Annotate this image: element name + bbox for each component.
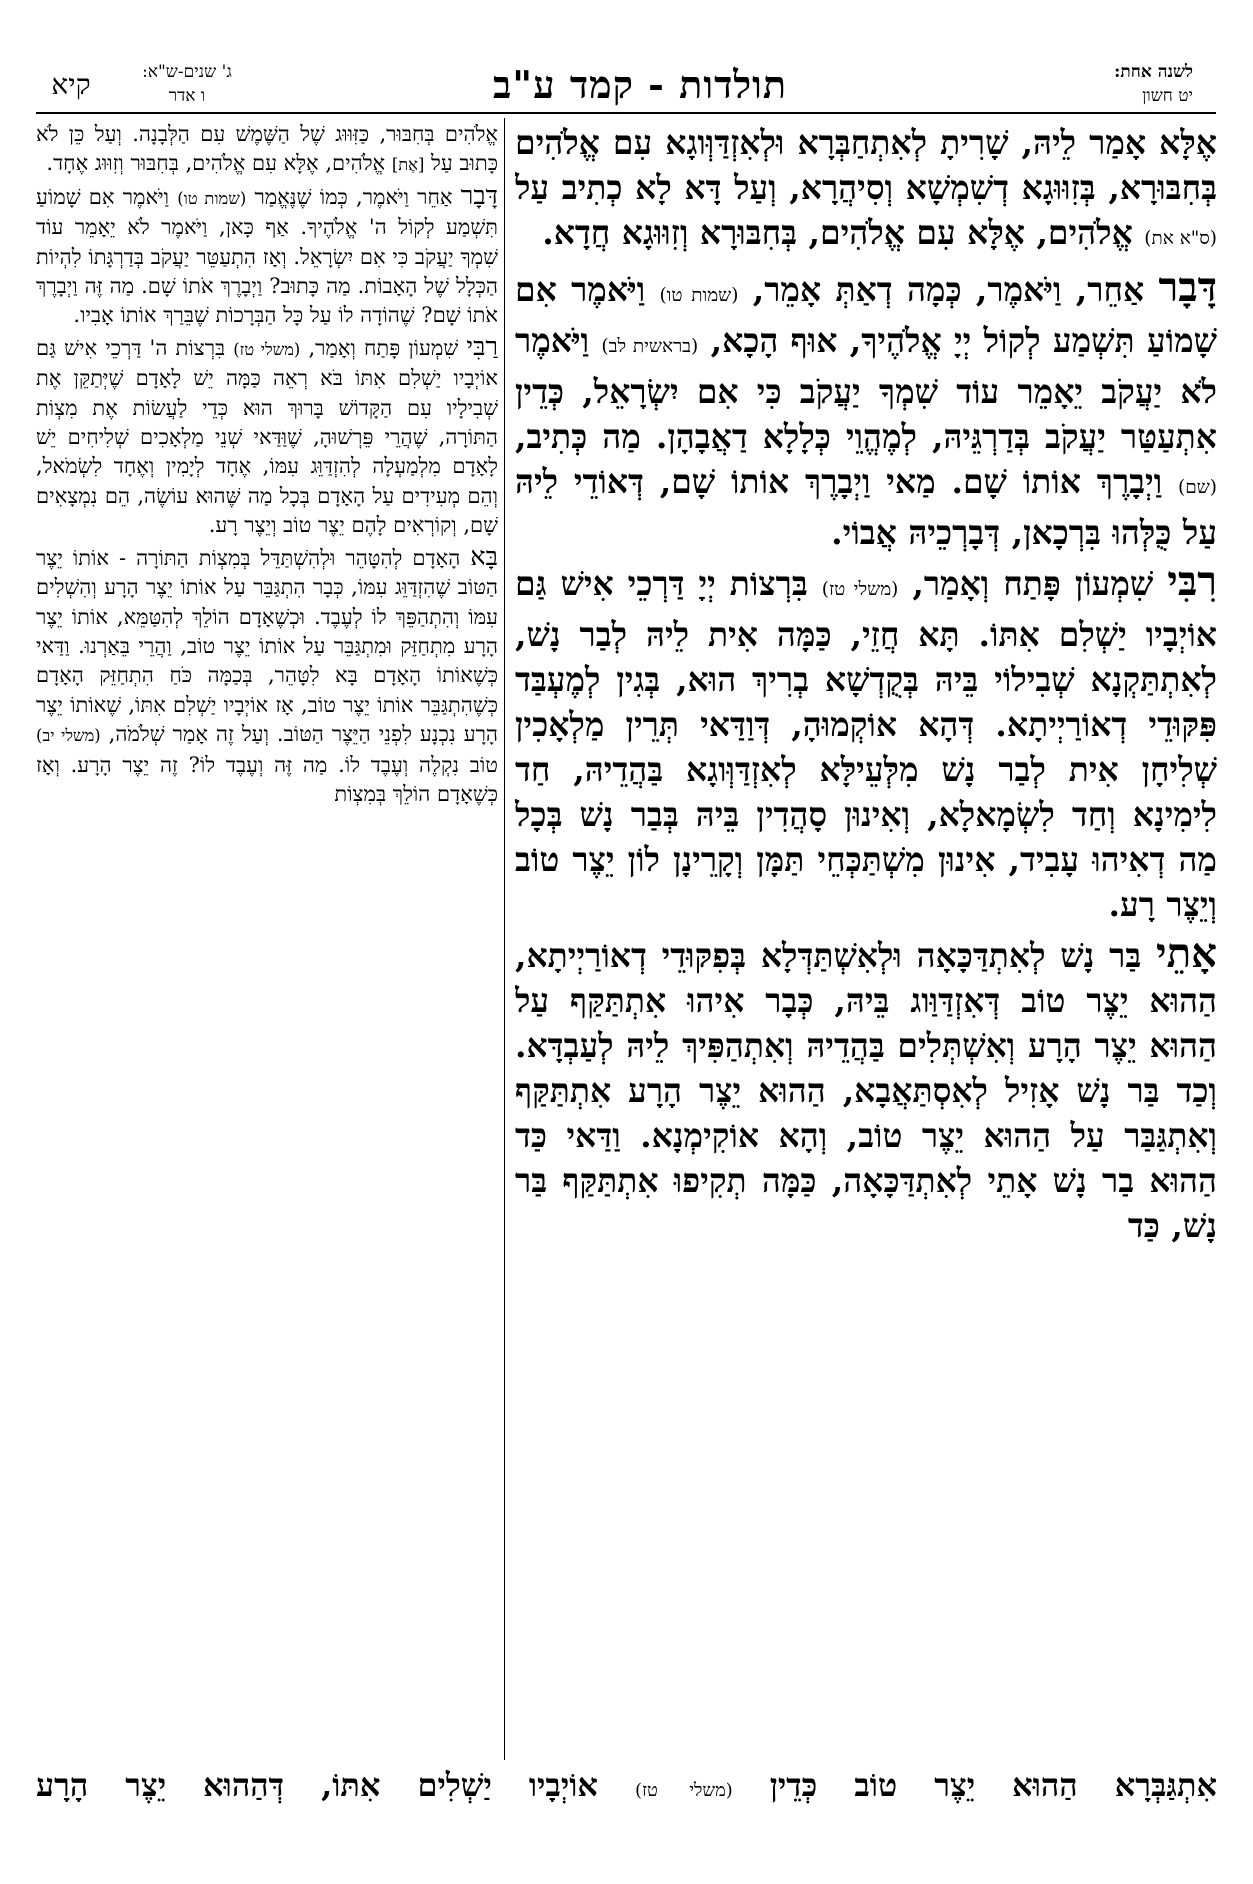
- opening-word: רִבִּי: [1167, 558, 1217, 605]
- text-run: אֱלֹהִים, אֶלָּא עִם אֱלֹהִים, בְּחִבּוּר וְזִוּוּג אֶחָד.: [46, 151, 392, 176]
- text-run: וַיְבָרֶךְ אוֹתוֹ שָׁם. מַאי וַיְבָרֶךְ אוֹתוֹ שָׁם, דְּאוֹדֵי לֵיהּ עַל כֻּלְּהוּ בִּרְכָאן, דְּבָרְכֵיהּ אֲבוֹי.: [515, 462, 1217, 552]
- schedule-three-years-date: ו אדר: [168, 86, 206, 106]
- text-run: אֶלָּא אָמַר לֵיהּ, שָׁרִיתָ לְאִתְחַבְּרָא וּלְאִזְדַּוְּוגָא עִם אֱלֹהִים בְּחִבּוּרָא, בְּזִוּוּגָא דְשִׁמְשָׁא וְסִיהֲרָא, וְעַל דָּא לָא כְתִיב עַל: [515, 123, 1217, 207]
- source-citation: (שמות טו): [659, 285, 739, 306]
- opening-word: בָּא: [470, 541, 498, 572]
- study-schedule-three-years: [112, 60, 262, 110]
- zohar-paragraph: [515, 559, 1217, 927]
- text-run: אוֹיְבָיו יַשְׁלִים אִתּוֹ, דְּהַהוּא יֵצֶר הָרָע: [36, 1766, 635, 1804]
- source-citation: (בראשית לב): [601, 336, 699, 357]
- source-citation: (ס"א את): [1144, 228, 1217, 249]
- source-citation: [אֶת]: [391, 155, 425, 175]
- source-citation: (משלי יב): [36, 726, 101, 746]
- text-run: אַחֵר, וַיֹּאמֶר, כְּמָה דְאַתְּ אָמֵר,: [738, 270, 1159, 309]
- column-divider: [504, 118, 505, 1760]
- text-run: אֱלֹהִים בְּחִבּוּר, כַּזִּוּוּג שֶׁל הַשֶּׁמֶשׁ עִם הַלְּבָנָה. וְעַל כֵּן לֹא כָּתוּב עַל: [36, 122, 498, 176]
- opening-word: דָּבָר: [460, 180, 498, 211]
- source-citation: (שם): [1177, 477, 1217, 498]
- schedule-three-years-label: ג' שנים-ש"א:: [142, 62, 232, 82]
- zohar-paragraph: [515, 931, 1217, 1248]
- page-title: תולדות - קמד ע"ב: [492, 62, 788, 107]
- text-run: הָאָדָם לְהִטָּהֵר וּלְהִשְׁתַּדֵּל בְּמִצְוֹת הַתּוֹרָה - אוֹתוֹ יֵצֶר הַטּוֹב שֶׁהִזְדַּוֵּג עִמּוֹ, כְּבָר הִתְגַּבֵּר עַל אוֹתוֹ יֵצֶר הָרָע וְהִשְׁלִים עִמּוֹ וְהִתְהַפֵּךְ לוֹ לְעֶבֶד. וּכְשֶׁאָדָם הוֹלֵךְ לְהִטַּמֵּא, אוֹתוֹ יֵצֶר הָרָע מִתְחַזֵּק וּמִתְגַּבֵּר עַל אוֹתוֹ יֵצֶר טוֹב, וַהֲרֵי בֵּאַרְנוּ. וַדַּאי כְּשֶׁאוֹתוֹ הָאָדָם בָּא לִטָּהֵר, בְּכַמָּה כֹּחַ הִתְחַזֵּק הָאָדָם כְּשֶׁהִתְגַּבֵּר אוֹתוֹ יֵצֶר טוֹב, אָז אוֹיְבָיו יַשְׁלִם אִתּוֹ, שֶׁאוֹתוֹ יֵצֶר הָרָע נִכְנָע לִפְנֵי הַיֵּצֶר הַטּוֹב. וְעַל זֶה אָמַר שְׁלֹמֹה,: [36, 545, 498, 747]
- schedule-one-year-label: לשנה אחת:: [1114, 62, 1193, 82]
- text-run: שִׁמְעוֹן פָּתַח וְאָמַר,: [300, 335, 467, 360]
- translation-paragraph: [36, 333, 498, 541]
- header-divider: [36, 112, 1216, 114]
- schedule-one-year-date: יט חשון: [1142, 86, 1193, 106]
- zohar-paragraph: [515, 265, 1217, 555]
- source-citation: (משלי טז): [233, 339, 301, 359]
- translation-paragraph: [36, 543, 498, 810]
- translation-column: [36, 120, 498, 1760]
- opening-word: אָתֵי: [1156, 930, 1217, 977]
- source-citation: (שמות טו): [177, 188, 247, 208]
- text-run: אֱלֹהִים, אֶלָּא עִם אֱלֹהִים, בְּחִבּוּרָא וְזִוּוּגָא חֲדָא.: [542, 213, 1145, 252]
- source-citation: (משלי טז): [821, 579, 899, 600]
- study-schedule-one-year: [1043, 60, 1193, 110]
- page-number: קיא: [51, 68, 91, 101]
- text-run: שִׁמְעוֹן פָּתַח וְאָמַר,: [898, 564, 1168, 603]
- text-run: וַיֹּאמֶר לֹא יַעֲקֹב יֵאָמֵר עוֹד שִׁמְךָ יַעֲקֹב כִּי אִם יִשְׂרָאֵל, כְּדֵין אִתְעַטַּר יַעֲקֹב בְּדַרְגֵּיהּ, לְמֶהֱוֵי כְּלָלָא דַאֲבָהָן. מַה כְּתִיב,: [515, 321, 1217, 456]
- text-run: וַיֹּאמֶר אִם שָׁמוֹעַ תִּשְׁמַע לְקוֹל ה' אֱלֹהֶיךָ. אַף כָּאן, וַיֹּאמֶר לֹא יֵאָמֵר עוֹד שִׁמְךָ יַעֲקֹב כִּי אִם יִשְׂרָאֵל. וְאָז הִתְעַטֵּר יַעֲקֹב בְּדַרְגָּתוֹ לִהְיוֹת הַכְּלָל שֶׁל הָאָבוֹת. מַה כָּתוּב? וַיְבָרֶךְ אֹתוֹ שָׁם. מַה זֶּה וַיְבָרֶךְ אֹתוֹ שָׁם? שֶׁהוֹדָה לוֹ עַל כָּל הַבְּרָכוֹת שֶׁבֵּרַךְ אוֹתוֹ אָבִיו.: [36, 184, 498, 328]
- text-run: וַיֹּאמֶר אִם שָׁמוֹעַ תִּשְׁמַע לְקוֹל יְיָ אֱלֹהֶיךָ, אוּף הָכָא,: [515, 270, 1217, 360]
- source-citation: (משלי טז): [635, 1780, 733, 1801]
- opening-word: רַבִּי: [466, 331, 498, 362]
- zohar-continuation-line: [36, 1760, 1217, 1812]
- text-run: אִתְגַּבְּרָא הַהוּא יֵצֶר טוֹב כְּדֵין: [732, 1766, 1217, 1804]
- text-run: בִּרְצוֹת יְיָ דַּרְכֵי אִישׁ גַּם אוֹיְבָיו יַשְׁלִם אִתּוֹ. תָּא חֲזֵי, כַּמָּה אִית לֵיהּ לְבַר נָשׁ, לְאִתְתַּקְנָא שְׁבִילוֹי בֵּיהּ בְּקֻדְשָׁא בְרִיךְ הוּא, בְּגִין לְמֶעְבַּד פִּקּוּדֵי דְאוֹרַיְיתָא. דְּהָא אוֹקְמוּהָ, דְּוַדַּאי תְּרֵין מַלְאָכִין שְׁלִיחָן אִית לְבַר נָשׁ מִלְּעֵילָּא לְאִזְדַּוְּוגָא בַּהֲדֵיהּ, חַד לִימִינָא וְחַד לִשְׂמָאלָא, וְאִינוּן סָהֲדִין בֵּיהּ בְּבַר נָשׁ בְּכָל מַה דְאִיהוּ עָבִיד, אִינוּן מִשְׁתַּכְּחֵי תַּמָּן וְקָרֵינָן לוֹן יֵצֶר טוֹב וְיֵצֶר רָע.: [515, 564, 1217, 924]
- opening-word: דָּבָר: [1158, 264, 1217, 311]
- text-run: טוֹב נִקְלֶה וְעֶבֶד לוֹ. מַה זֶּה וְעֶבֶד לוֹ? זֶה יֵצֶר הָרָע. וְאָז כְּשֶׁאָדָם הוֹלֵךְ בְּמִצְוֹת: [36, 752, 498, 806]
- translation-paragraph: [36, 182, 498, 331]
- zohar-text-column: [515, 120, 1217, 1760]
- text-run: בַּר נָשׁ לְאִתְדַּכָּאָה וּלְאִשְׁתַּדְּלָא בְּפִקּוּדֵי דְאוֹרַיְיתָא, הַהוּא יֵצֶר טוֹב דְּאִזְדַּוַּוג בֵּיהּ, כְּבָר אִיהוּ אִתְתַּקַּף עַל הַהוּא יֵצֶר הָרָע וְאִשְׁתְּלִים בַּהֲדֵיהּ וְאִתְהַפִּיךְ לֵיהּ לְעַבְדָּא. וְכַד בַּר נָשׁ אָזִיל לְאִסְתַּאֲבָא, הַהוּא יֵצֶר הָרָע אִתְתַּקַּף וְאִתְגַּבַּר עַל הַהוּא יֵצֶר טוֹב, וְהָא אוֹקִימְנָא. וַדַּאי כַּד הַהוּא בַר נָשׁ אָתֵי לְאִתְדַּכָּאָה, כַּמָּה תְקִיפוּ אִתְתַּקַּף בַּר נָשׁ, כַּד: [515, 936, 1217, 1245]
- text-run: בִּרְצוֹת ה' דַּרְכֵי אִישׁ גַּם אוֹיְבָיו יַשְׁלִם אִתּוֹ בֹּא רְאֵה כַּמָּה יֵשׁ לָאָדָם שֶׁיְּתַקֵּן אֶת שְׁבִילָיו עִם הַקָּדוֹשׁ בָּרוּךְ הוּא כְּדֵי לַעֲשׂוֹת אֶת מִצְוֹת הַתּוֹרָה, שֶׁהֲרֵי פֵּרְשׁוּהָ, שֶׁוַּדַּאי שְׁנֵי מַלְאָכִים שְׁלִיחִים יֵשׁ לָאָדָם מִלְמַעְלָה לְהִזְדַּוֵּג עִמּוֹ, אֶחָד לְיָמִין וְאֶחָד לִשְׂמֹאל, וְהֵם מְעִידִים עַל הָאָדָם בְּכָל מַה שֶּׁהוּא עוֹשֶׂה, הֵם נִמְצָאִים שָׁם, וְקוֹרְאִים לָהֶם יֵצֶר טוֹב וְיֵצֶר רָע.: [36, 335, 498, 538]
- text-run: אַחֵר וַיֹּאמֶר, כְּמוֹ שֶׁנֶּאֱמַר: [246, 184, 461, 209]
- zohar-paragraph: [515, 120, 1217, 261]
- translation-paragraph: [36, 120, 498, 180]
